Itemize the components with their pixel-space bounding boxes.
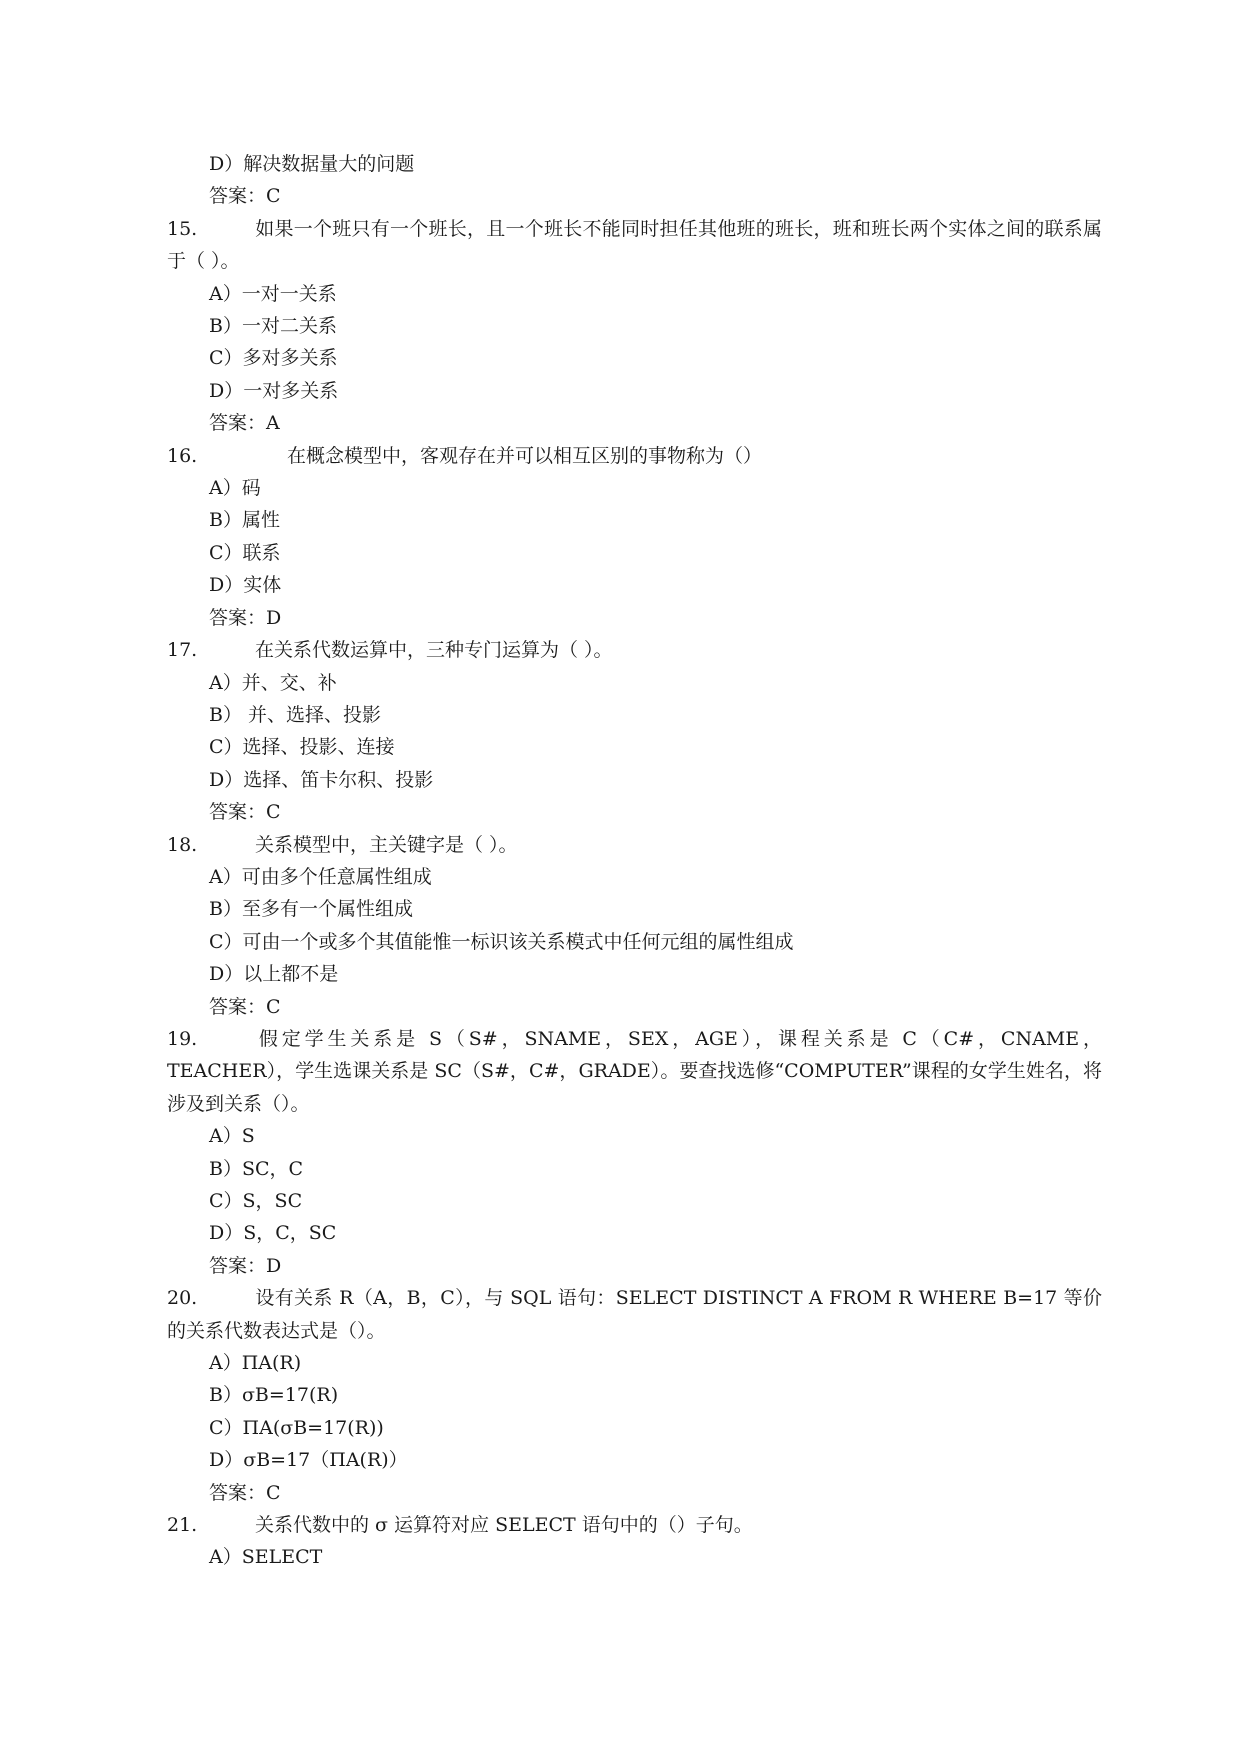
question-number: 21. [167, 1514, 198, 1537]
question-number: 18. [167, 833, 198, 856]
answer-line: 答案：C [209, 185, 281, 208]
answer-line: 答案：C [209, 801, 281, 824]
option-line: B）σB=17(R) [209, 1384, 339, 1407]
answer-line: 答案：C [209, 995, 281, 1018]
option-line: B）属性 [209, 509, 280, 532]
option-line: C）可由一个或多个其值能惟一标识该关系模式中任何元组的属性组成 [209, 930, 794, 953]
question-list [167, 148, 1102, 1574]
question-text: 关系代数中的 σ 运算符对应 SELECT 语句中的（）子句。 [255, 1514, 753, 1537]
question-number: 20. [167, 1287, 198, 1310]
question-19 [167, 1023, 1102, 1120]
question-text: 假定学生关系是 S（S#，SNAME，SEX，AGE），课程关系是 C（C#，CNAME，TEACHER），学生选课关系是 SC（S#，C#，GRADE）。要查找选修“COMPUTER”课程的女学生姓名，将涉及到关系（）。 [167, 1027, 1102, 1115]
option-line: B）至多有一个属性组成 [209, 898, 413, 921]
answer-line: 答案：D [209, 1254, 282, 1277]
question-18 [167, 829, 1102, 861]
option-line: D）以上都不是 [209, 963, 339, 986]
option-line: C）联系 [209, 541, 281, 564]
question-number: 15. [167, 217, 198, 240]
answer-line: 答案：C [209, 1481, 281, 1504]
option-line: D）解决数据量大的问题 [209, 153, 415, 175]
question-number: 17. [167, 639, 198, 662]
question-text: 关系模型中，主关键字是（ ）。 [255, 833, 518, 856]
option-line: C）选择、投影、连接 [209, 736, 395, 759]
option-line: D）S，C，SC [209, 1222, 337, 1245]
question-number: 16. [167, 444, 198, 467]
option-line: D）一对多关系 [209, 379, 339, 402]
option-line: B）一对二关系 [209, 315, 337, 338]
option-line: C）多对多关系 [209, 347, 338, 370]
option-line: B） 并、选择、投影 [209, 703, 382, 726]
question-21 [167, 1509, 1102, 1541]
option-line: D）σB=17（ΠA(R)） [209, 1449, 408, 1472]
option-line: C）ΠA(σB=17(R)) [209, 1416, 384, 1439]
option-line: A）可由多个任意属性组成 [209, 865, 432, 888]
answer-line: 答案：D [209, 606, 282, 629]
option-line: A）并、交、补 [209, 671, 337, 694]
option-line: D）实体 [209, 574, 282, 597]
question-16 [167, 440, 1102, 472]
option-line: B）SC，C [209, 1157, 304, 1180]
option-line: D）选择、笛卡尔积、投影 [209, 768, 434, 791]
option-line: A）ΠA(R) [209, 1352, 302, 1375]
question-text: 在概念模型中，客观存在并可以相互区别的事物称为（） [287, 444, 763, 467]
answer-line: 答案：A [209, 412, 280, 435]
option-line: A）S [209, 1125, 255, 1148]
question-20 [167, 1282, 1102, 1347]
question-text: 设有关系 R（A，B，C），与 SQL 语句：SELECT DISTINCT A FROM R WHERE B=17 等价的关系代数表达式是（）。 [167, 1287, 1102, 1342]
option-line: A）SELECT [209, 1546, 323, 1569]
question-17 [167, 634, 1102, 666]
question-15 [167, 213, 1102, 278]
question-text: 在关系代数运算中，三种专门运算为（ ）。 [255, 639, 613, 662]
question-text: 如果一个班只有一个班长，且一个班长不能同时担任其他班的班长，班和班长两个实体之间的联系属于（ ）。 [167, 217, 1102, 273]
option-line: A）一对一关系 [209, 282, 337, 305]
question-number: 19. [167, 1027, 198, 1050]
option-line: C）S，SC [209, 1190, 303, 1212]
option-line: A）码 [209, 477, 261, 500]
